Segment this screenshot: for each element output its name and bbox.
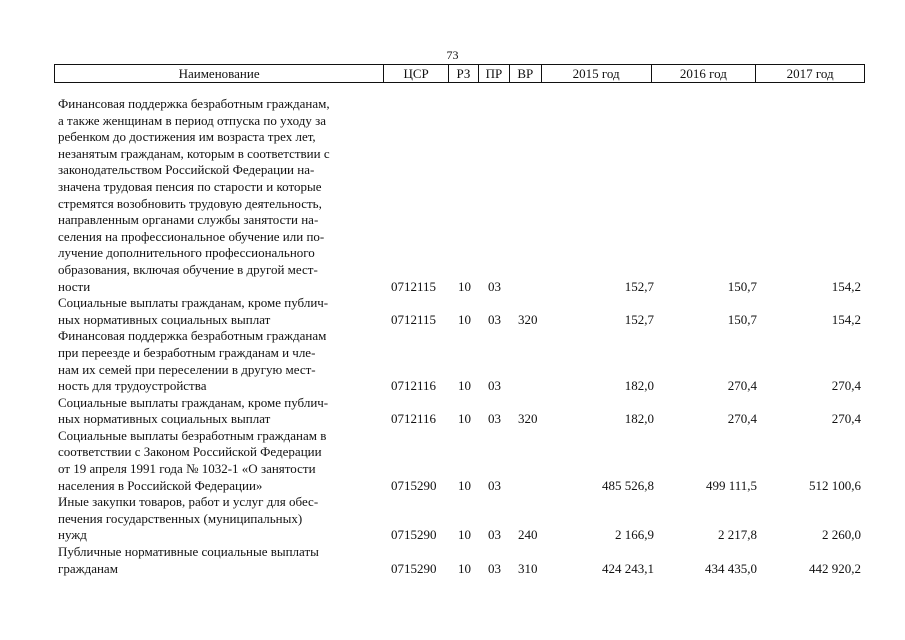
row-pr: 03 bbox=[488, 378, 501, 394]
header-2016: 2016 год bbox=[652, 65, 757, 82]
row-rz: 10 bbox=[458, 560, 471, 576]
table-row bbox=[58, 395, 865, 428]
row-csr: 0712115 bbox=[391, 311, 437, 327]
row-2017: 154,2 bbox=[831, 278, 861, 294]
row-2016: 150,7 bbox=[727, 311, 757, 327]
row-2015: 485 526,8 bbox=[602, 477, 654, 493]
row-rz: 10 bbox=[458, 411, 471, 427]
row-vr: 240 bbox=[518, 527, 538, 543]
row-name: Публичные нормативные социальные выплаты гражданам bbox=[58, 544, 319, 576]
header-pr: ПР bbox=[479, 65, 510, 82]
row-pr: 03 bbox=[488, 560, 501, 576]
row-pr: 03 bbox=[488, 411, 501, 427]
row-pr: 03 bbox=[488, 311, 501, 327]
table-row bbox=[58, 328, 865, 394]
header-2017: 2017 год bbox=[786, 66, 834, 81]
row-pr: 03 bbox=[488, 278, 501, 294]
row-2015: 182,0 bbox=[624, 378, 654, 394]
row-csr: 0715290 bbox=[391, 477, 437, 493]
header-vr: ВР bbox=[510, 65, 542, 82]
table-body bbox=[58, 96, 865, 577]
row-csr: 0712116 bbox=[391, 378, 437, 394]
header-name: Наименование bbox=[55, 65, 384, 82]
table-header bbox=[54, 64, 865, 83]
table-row bbox=[58, 96, 865, 295]
row-2017: 512 100,6 bbox=[809, 477, 861, 493]
row-pr: 03 bbox=[488, 527, 501, 543]
row-2016: 434 435,0 bbox=[705, 560, 757, 576]
row-rz: 10 bbox=[458, 278, 471, 294]
row-2017: 2 260,0 bbox=[822, 527, 861, 543]
row-name: Социальные выплаты гражданам, кроме публич- ных нормативных социальных выплат bbox=[58, 295, 329, 327]
row-csr: 0712116 bbox=[391, 411, 437, 427]
row-2015: 152,7 bbox=[624, 278, 654, 294]
row-name: Иные закупки товаров, работ и услуг для обес- печения государственных (муниципальных) нужд bbox=[58, 494, 319, 543]
row-rz: 10 bbox=[458, 477, 471, 493]
row-2016: 150,7 bbox=[727, 278, 757, 294]
row-2017: 270,4 bbox=[831, 411, 861, 427]
row-pr: 03 bbox=[488, 477, 501, 493]
row-2016: 2 217,8 bbox=[718, 527, 757, 543]
row-2017: 442 920,2 bbox=[809, 560, 861, 576]
row-2015: 2 166,9 bbox=[615, 527, 654, 543]
row-2016: 270,4 bbox=[727, 378, 757, 394]
row-csr: 0712115 bbox=[391, 278, 437, 294]
row-name: Социальные выплаты безработным гражданам в соответствии с Законом Российской Федерации от 19 апреля 1991 года № 1032-1 «О занятости населения в Российской Федерации» bbox=[58, 427, 327, 493]
row-rz: 10 bbox=[458, 527, 471, 543]
row-csr: 0715290 bbox=[391, 527, 437, 543]
row-2016: 499 111,5 bbox=[705, 477, 757, 493]
row-rz: 10 bbox=[458, 311, 471, 327]
table-row bbox=[58, 428, 865, 494]
row-name: Финансовая поддержка безработным гражданам, а также женщинам в период отпуска по уходу за ребенком до достижения им возраста трех лет, незанятым гражданам, которым в соответствии с законодательством Российской Федерации на- значена трудовая пенсия по старости и которые стремятся возобновить трудовую деятельность, направленным органами службы занятости на- селения на профессиональное обучение или по- лучение дополнительного профессионального образования, включая обучение в другой мест- ности bbox=[58, 96, 330, 294]
header-rz: РЗ bbox=[449, 65, 479, 82]
row-2016: 270,4 bbox=[727, 411, 757, 427]
header-2015: 2015 год bbox=[542, 65, 652, 82]
row-vr: 310 bbox=[518, 560, 538, 576]
row-2015: 424 243,1 bbox=[602, 560, 654, 576]
row-vr: 320 bbox=[518, 311, 538, 327]
row-csr: 0715290 bbox=[391, 560, 437, 576]
row-rz: 10 bbox=[458, 378, 471, 394]
row-2017: 270,4 bbox=[831, 378, 861, 394]
row-2017: 154,2 bbox=[831, 311, 861, 327]
table-row bbox=[58, 544, 865, 577]
row-2015: 152,7 bbox=[624, 311, 654, 327]
row-name: Социальные выплаты гражданам, кроме публич- ных нормативных социальных выплат bbox=[58, 394, 329, 427]
table-row bbox=[58, 494, 865, 544]
row-2015: 182,0 bbox=[624, 411, 654, 427]
row-vr: 320 bbox=[518, 411, 538, 427]
row-name: Финансовая поддержка безработным гражданам при переезде и безработным гражданам и чле- нам их семей при переселении в другую мест- ность для трудоустройства bbox=[58, 328, 327, 394]
table-row bbox=[58, 295, 865, 328]
header-csr: ЦСР bbox=[384, 65, 449, 82]
page-number: 73 bbox=[446, 48, 459, 62]
